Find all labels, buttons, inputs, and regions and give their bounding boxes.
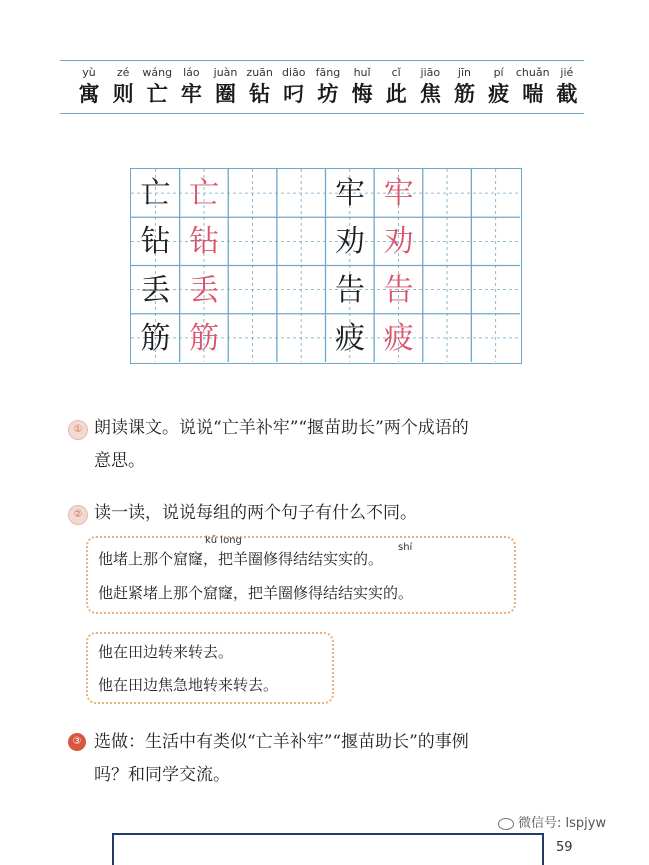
vocab-item — [311, 66, 345, 108]
exercise-2-text: 读一读，说说每组的两个句子有什么不同。 — [94, 503, 417, 523]
vocab-item — [516, 66, 550, 108]
vocab-pinyin: fāng — [315, 66, 341, 79]
model-character: 筋 — [140, 320, 171, 356]
exercise-3-icon: ③ — [68, 733, 86, 751]
practice-character: 劝 — [383, 224, 414, 260]
exercise-2-icon: ② — [68, 505, 88, 525]
model-character: 疲 — [335, 320, 365, 356]
exercise-2 — [94, 497, 417, 530]
vocab-item — [447, 66, 481, 108]
vocab-character: 截 — [556, 81, 578, 106]
vocab-character: 悔 — [351, 81, 373, 106]
vocab-pinyin: chuǎn — [515, 66, 550, 79]
vocab-item — [140, 66, 174, 108]
practice-character: 筋 — [189, 320, 220, 356]
kulong-pinyin: kū long — [205, 535, 242, 546]
vocab-character: 亡 — [146, 81, 168, 106]
vocab-pinyin: wáng — [142, 66, 173, 79]
practice-character: 亡 — [189, 176, 220, 211]
vocab-character: 筋 — [453, 81, 475, 106]
vocab-character: 叼 — [283, 81, 305, 106]
practice-character: 告 — [383, 272, 414, 308]
vocab-character: 疲 — [488, 81, 510, 106]
group-2-sentence-2: 他在田边焦急地转来转去。 — [98, 676, 279, 694]
vocab-item — [482, 66, 516, 108]
practice-character: 疲 — [383, 320, 414, 356]
model-character: 牢 — [335, 176, 365, 211]
model-character: 亡 — [140, 176, 171, 211]
vocab-character: 此 — [385, 81, 407, 106]
exercise-1-line-1: 朗读课文。说说“亡羊补牢”“揠苗助长”两个成语的 — [94, 418, 469, 438]
vocab-character: 牢 — [180, 81, 202, 106]
vocab-item — [345, 66, 379, 108]
vocab-item — [379, 66, 413, 108]
vocab-character: 寓 — [78, 81, 100, 106]
vocab-pinyin: pí — [493, 66, 504, 79]
exercise-3 — [94, 726, 469, 792]
vocab-pinyin: jié — [560, 66, 574, 79]
practice-character: 牢 — [383, 176, 414, 211]
vocab-character: 则 — [112, 81, 134, 106]
vocab-item — [209, 66, 243, 108]
exercise-1-line-2: 意思。 — [94, 451, 145, 471]
model-character: 告 — [335, 272, 365, 308]
exercise-1-icon: ① — [68, 420, 88, 440]
page-number: 59 — [556, 840, 573, 855]
vocab-character: 钻 — [249, 81, 271, 106]
vocab-pinyin: jiāo — [420, 66, 441, 79]
vocab-pinyin: zé — [116, 66, 130, 79]
group-1-sentence-2: 他赶紧堵上那个窟窿，把羊圈修得结结实实的。 — [98, 584, 414, 602]
model-character: 劝 — [335, 224, 365, 260]
vocab-pinyin: huǐ — [353, 66, 371, 79]
vocab-character: 喘 — [522, 81, 544, 106]
shi-pinyin: shí — [398, 542, 413, 553]
vocab-item — [413, 66, 447, 108]
watermark — [498, 812, 606, 831]
vocab-character: 坊 — [317, 81, 339, 106]
vocab-pinyin: cǐ — [391, 66, 401, 79]
writing-grid — [130, 168, 522, 364]
vocab-pinyin: zuān — [246, 66, 273, 79]
model-character: 钻 — [140, 224, 171, 260]
vocab-item — [243, 66, 277, 108]
vocab-pinyin: jīn — [457, 66, 471, 79]
vocab-bottom-rule — [60, 113, 584, 114]
watermark-text: 微信号: lspjyw — [518, 816, 607, 831]
group-1-sentence-1: 他堵上那个窟窿，把羊圈修得结结实实的。 — [98, 550, 384, 568]
vocab-character: 焦 — [419, 81, 441, 106]
wechat-icon — [498, 818, 514, 830]
practice-character: 钻 — [189, 224, 220, 260]
vocab-item — [277, 66, 311, 108]
vocab-character: 圈 — [215, 81, 237, 106]
vocab-item — [72, 66, 106, 108]
next-section-frame — [112, 833, 544, 865]
vocab-pinyin: diāo — [282, 66, 306, 79]
group-2-sentence-1: 他在田边转来转去。 — [98, 643, 234, 661]
model-character: 丢 — [140, 272, 171, 308]
exercise-3-line-2: 吗？和同学交流。 — [94, 765, 230, 785]
practice-character: 丢 — [189, 272, 220, 308]
exercise-1 — [94, 412, 469, 478]
vocab-pinyin: láo — [183, 66, 200, 79]
vocab-pinyin: juàn — [213, 66, 238, 79]
vocab-item — [106, 66, 140, 108]
vocab-item — [174, 66, 208, 108]
exercise-3-line-1: 选做：生活中有类似“亡羊补牢”“揠苗助长”的事例 — [94, 732, 469, 752]
vocab-top-rule — [60, 60, 584, 61]
vocab-pinyin: yù — [82, 66, 96, 79]
vocab-item — [550, 66, 584, 108]
vocabulary-list — [72, 66, 584, 112]
